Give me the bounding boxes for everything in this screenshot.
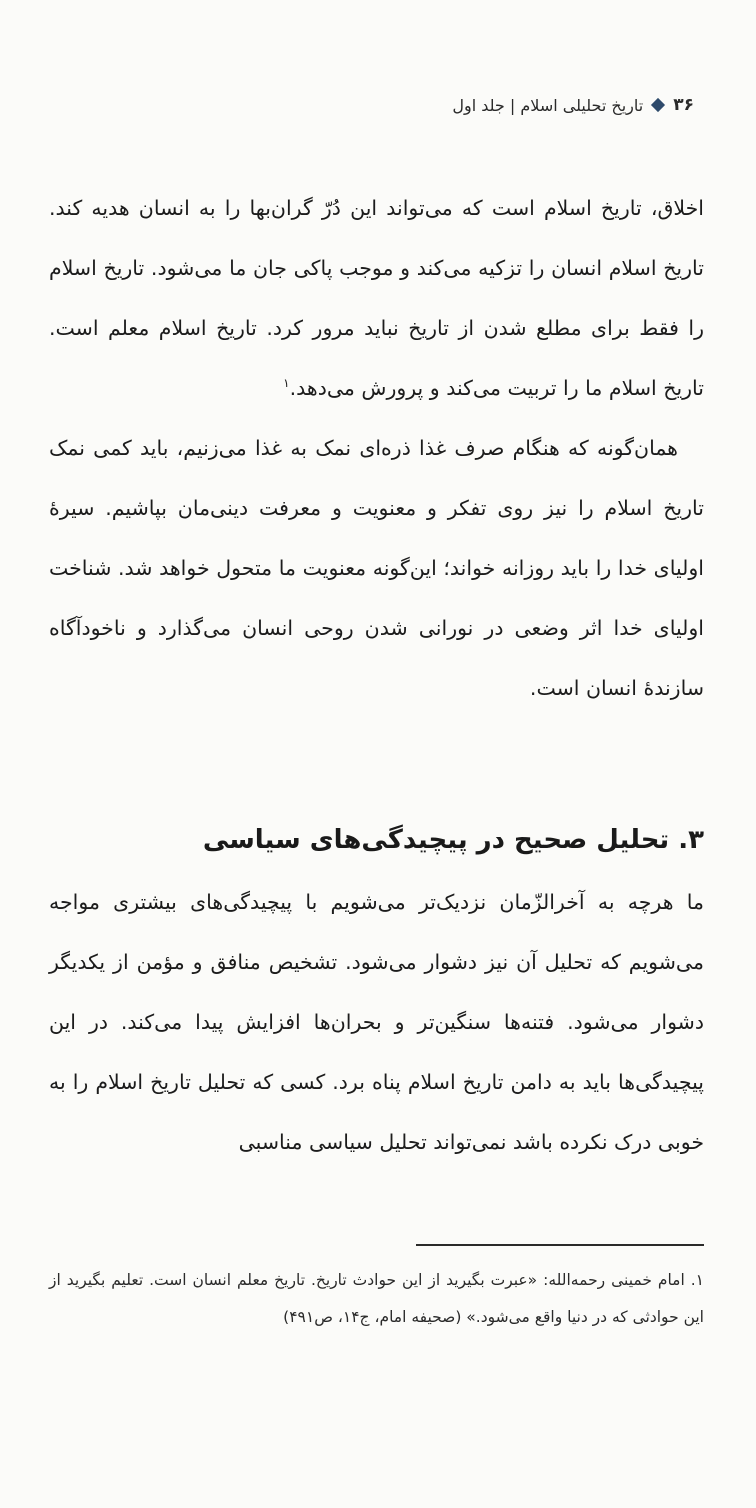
paragraph — [49, 178, 704, 418]
footnote-text: ۱. امام خمینی رحمه‌الله: «عبرت بگیرید از این حوادث تاریخ. تاریخ معلم انسان است. تعلیم بگیرید از این حوادثی که در دنیا واقع می‌شود.» (صحیفه امام، ج۱۴، ص۴۹۱) — [49, 1271, 704, 1326]
section-text — [49, 872, 704, 1172]
paragraph: ما هرچه به آخرالزّمان نزدیک‌تر می‌شویم با پیچیدگی‌های بیشتری مواجه می‌شویم که تحلیل آن نیز دشوار می‌شود. تشخیص منافق و مؤمن از یکدیگر دشوار می‌شود. فتنه‌ها سنگین‌تر و بحران‌ها افزایش پیدا می‌کند. در این پیچیدگی‌ها باید به دامن تاریخ اسلام پناه برد. کسی که تحلیل تاریخ اسلام را به خوبی درک نکرده باشد نمی‌تواند تحلیل سیاسی مناسبی — [49, 890, 704, 1154]
paragraph-text: اخلاق، تاریخ اسلام است که می‌تواند این دُرّ گران‌بها را به انسان هدیه کند. تاریخ اسلام انسان را تزکیه می‌کند و موجب پاکی جان ما می‌شود. تاریخ اسلام را فقط برای مطلع شدن از تاریخ نباید مرور کرد. تاریخ اسلام معلم است. تاریخ اسلام ما را تربیت می‌کند و پرورش می‌دهد. — [49, 196, 704, 400]
diamond-icon — [651, 98, 665, 112]
footnote — [49, 1262, 704, 1336]
page-number: ۳۶ — [673, 95, 694, 115]
section-heading: ۳. تحلیل صحیح در پیچیدگی‌های سیاسی — [202, 825, 704, 855]
footnote-marker[interactable]: ۱ — [283, 376, 290, 391]
running-header — [274, 90, 694, 120]
book-title: تاریخ تحلیلی اسلام | جلد اول — [452, 95, 644, 115]
footnote-divider — [416, 1244, 704, 1246]
body-text — [49, 178, 704, 718]
paragraph: همان‌گونه که هنگام صرف غذا ذره‌ای نمک به غذا می‌زنیم، باید کمی نمک تاریخ اسلام را نیز روی تفکر و معنویت و معرفت دینی‌مان بپاشیم. سیرهٔ اولیای خدا را باید روزانه خواند؛ این‌گونه معنویت ما متحول خواهد شد. شناخت اولیای خدا اثر وضعی در نورانی شدن روحی انسان می‌گذارد و ناخودآگاه سازندهٔ انسان است. — [49, 436, 704, 700]
